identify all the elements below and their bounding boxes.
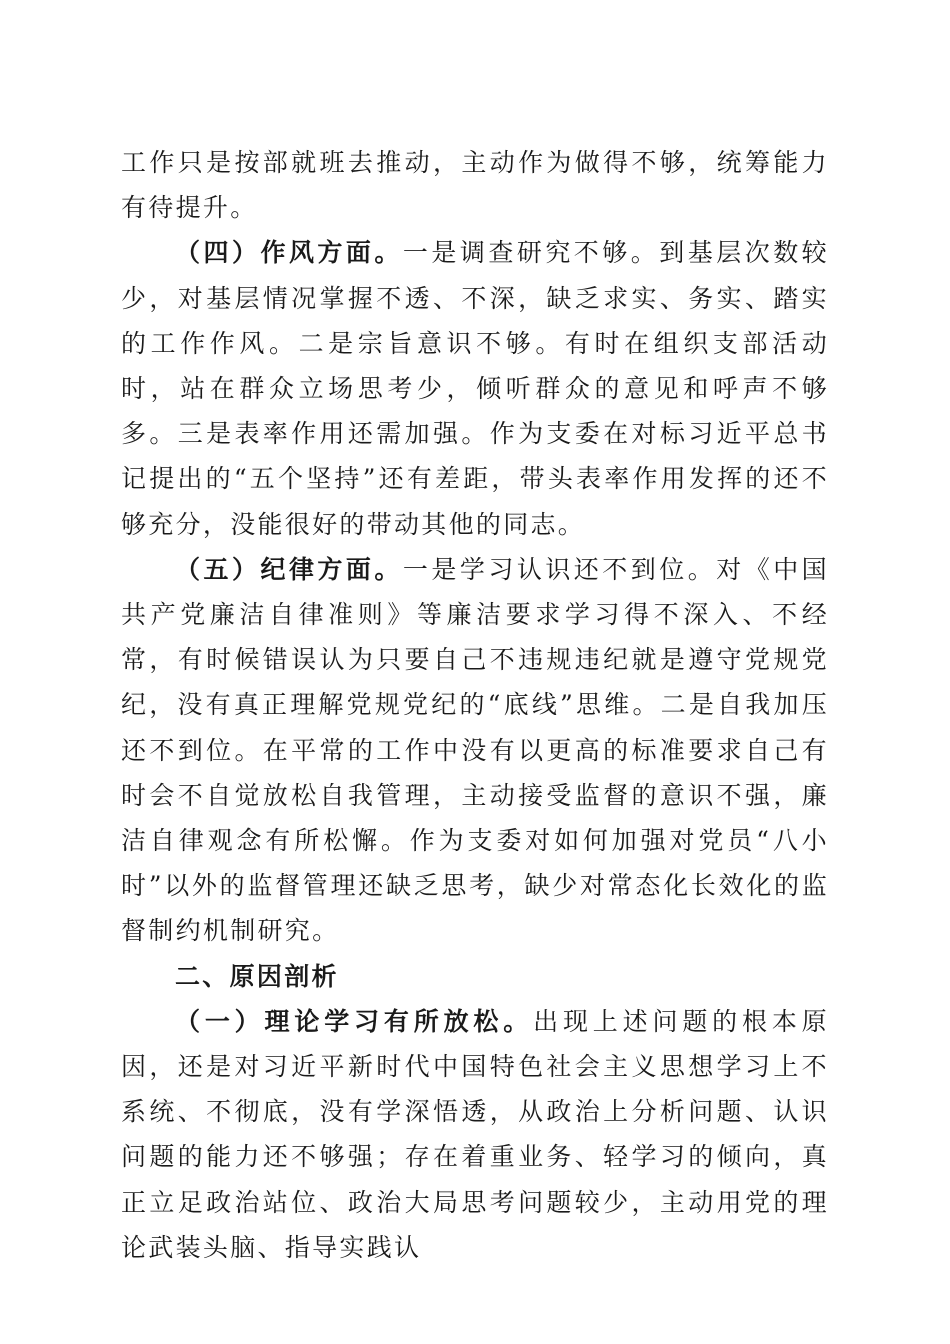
document-body	[121, 140, 829, 1270]
paragraph-lead: （五）纪律方面。	[175, 554, 403, 584]
paragraph-work-style	[121, 230, 829, 546]
paragraph-continuation	[121, 140, 829, 230]
section-heading: 二、原因剖析	[175, 961, 339, 991]
paragraph-text: 一是学习认识还不到位。对《中国共产党廉洁自律准则》等廉洁要求学习得不深入、不经常，有时候错误认为只要自己不违规违纪就是遵守党规党纪，没有真正理解党规党纪的“底线”思维。二是自我加压还不到位。在平常的工作中没有以更高的标准要求自己有时会不自觉放松自我管理，主动接受监督的意识不强，廉洁自律观念有所松懈。作为支委对如何加强对党员“八小时”以外的监督管理还缺乏思考，缺少对常态化长效化的监督制约机制研究。	[121, 554, 829, 946]
paragraph-theory-study	[121, 999, 829, 1270]
paragraph-text: 一是调查研究不够。到基层次数较少，对基层情况掌握不透、不深，缺乏求实、务实、踏实的工作作风。二是宗旨意识不够。有时在组织支部活动时，站在群众立场思考少，倾听群众的意见和呼声不够多。三是表率作用还需加强。作为支委在对标习近平总书记提出的“五个坚持”还有差距，带头表率作用发挥的还不够充分，没能很好的带动其他的同志。	[121, 238, 829, 539]
paragraph-text: 工作只是按部就班去推动，主动作为做得不够，统筹能力有待提升。	[121, 148, 829, 223]
paragraph-discipline	[121, 547, 829, 954]
paragraph-lead: （四）作风方面。	[175, 238, 403, 268]
paragraph-text: 出现上述问题的根本原因，还是对习近平新时代中国特色社会主义思想学习上不系统、不彻底，没有学深悟透，从政治上分析问题、认识问题的能力还不够强；存在着重业务、轻学习的倾向，真正立足政治站位、政治大局思考问题较少，主动用党的理论武装头脑、指导实践认	[121, 1006, 829, 1262]
paragraph-lead: （一）理论学习有所放松。	[175, 1006, 534, 1036]
